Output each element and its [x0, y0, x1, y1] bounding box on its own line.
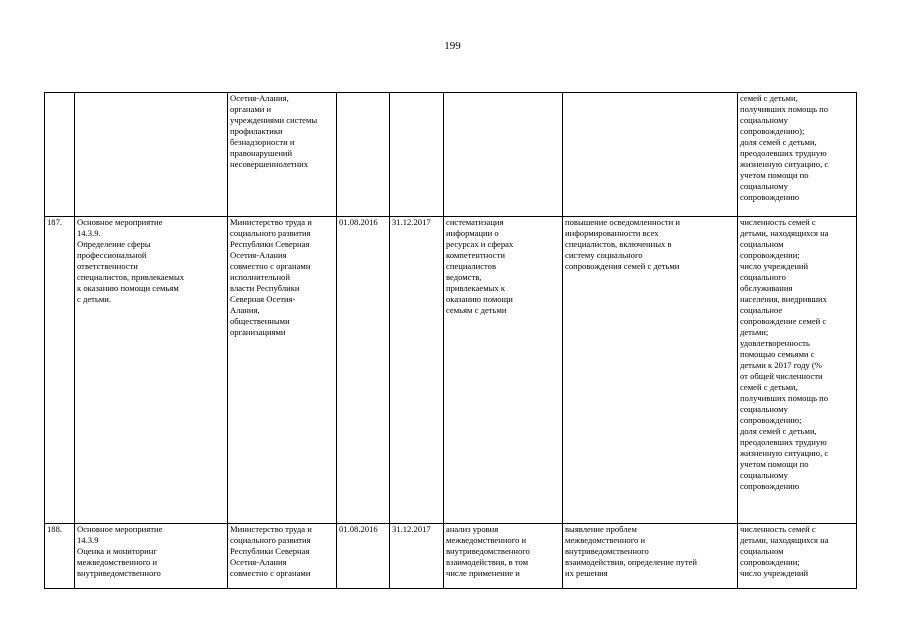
action-cell: анализ уровня межведомственного и внутриведомственного взаимодействия, в том числе применение и [444, 524, 563, 589]
end-date-cell: 31.12.2017 [390, 217, 444, 524]
indicator-cell: численность семей с детьми, находящихся на социальном сопровождении; число учреждений социального обслуживания населения, внедривших социальное сопровождение семей с детьми; удовлетворенность помощью семьями с детьми к 2017 году (% от общей численности семей с детьми, получивших помощь по социальному сопровождению; доля семей с детьми, преодолевших трудную жизненную ситуацию, с учетом помощи по социальному сопровождению [738, 217, 857, 524]
result-cell: выявление проблем межведомственного и внутриведомственного взаимодействия, определение путей их решения [563, 524, 738, 589]
start-date-cell: 01.08.2016 [337, 524, 390, 589]
indicator-cell: численность семей с детьми, находящихся на социальном сопровождении; число учреждений [738, 524, 857, 589]
end-date-cell: 31.12.2017 [390, 524, 444, 589]
event-cell [75, 93, 228, 217]
executor-cell: Министерство труда и социального развития Республики Северная Осетия-Алания совместно с органами [228, 524, 337, 589]
event-cell: Основное мероприятие 14.3.9 Оценка и мониторинг межведомственного и внутриведомственного [75, 524, 228, 589]
action-cell [444, 93, 563, 217]
executor-cell: Министерство труда и социального развития Республики Северная Осетия-Алания совместно с органами исполнительной власти Республики Северная Осетия- Алания, общественными организациями [228, 217, 337, 524]
executor-cell: Осетия-Алания, органами и учреждениями системы профилактики безнадзорности и правонарушений несовершеннолетних [228, 93, 337, 217]
row-number-cell: 188. [45, 524, 75, 589]
table-row [45, 524, 857, 589]
table-row [45, 93, 857, 217]
start-date-cell [337, 93, 390, 217]
row-number-cell: 187. [45, 217, 75, 524]
row-number-cell [45, 93, 75, 217]
event-cell: Основное мероприятие 14.3.9. Определение сферы профессиональной ответственности специалистов, привлекаемых к оказанию помощи семьям с детьми. [75, 217, 228, 524]
indicator-cell: семей с детьми, получивших помощь по социальному сопровождению); доля семей с детьми, преодолевших трудную жизненную ситуацию, с учетом помощи по социальному сопровождению [738, 93, 857, 217]
measures-table [44, 92, 857, 589]
start-date-cell: 01.08.2016 [337, 217, 390, 524]
table-row [45, 217, 857, 524]
page-number: 199 [444, 40, 461, 52]
end-date-cell [390, 93, 444, 217]
action-cell: систематизация информации о ресурсах и сферах компетентности специалистов ведомств, привлекаемых к оказанию помощи семьям с детьми [444, 217, 563, 524]
result-cell [563, 93, 738, 217]
result-cell: повышение осведомленности и информированности всех специалистов, включенных в систему социального сопровождения семей с детьми [563, 217, 738, 524]
